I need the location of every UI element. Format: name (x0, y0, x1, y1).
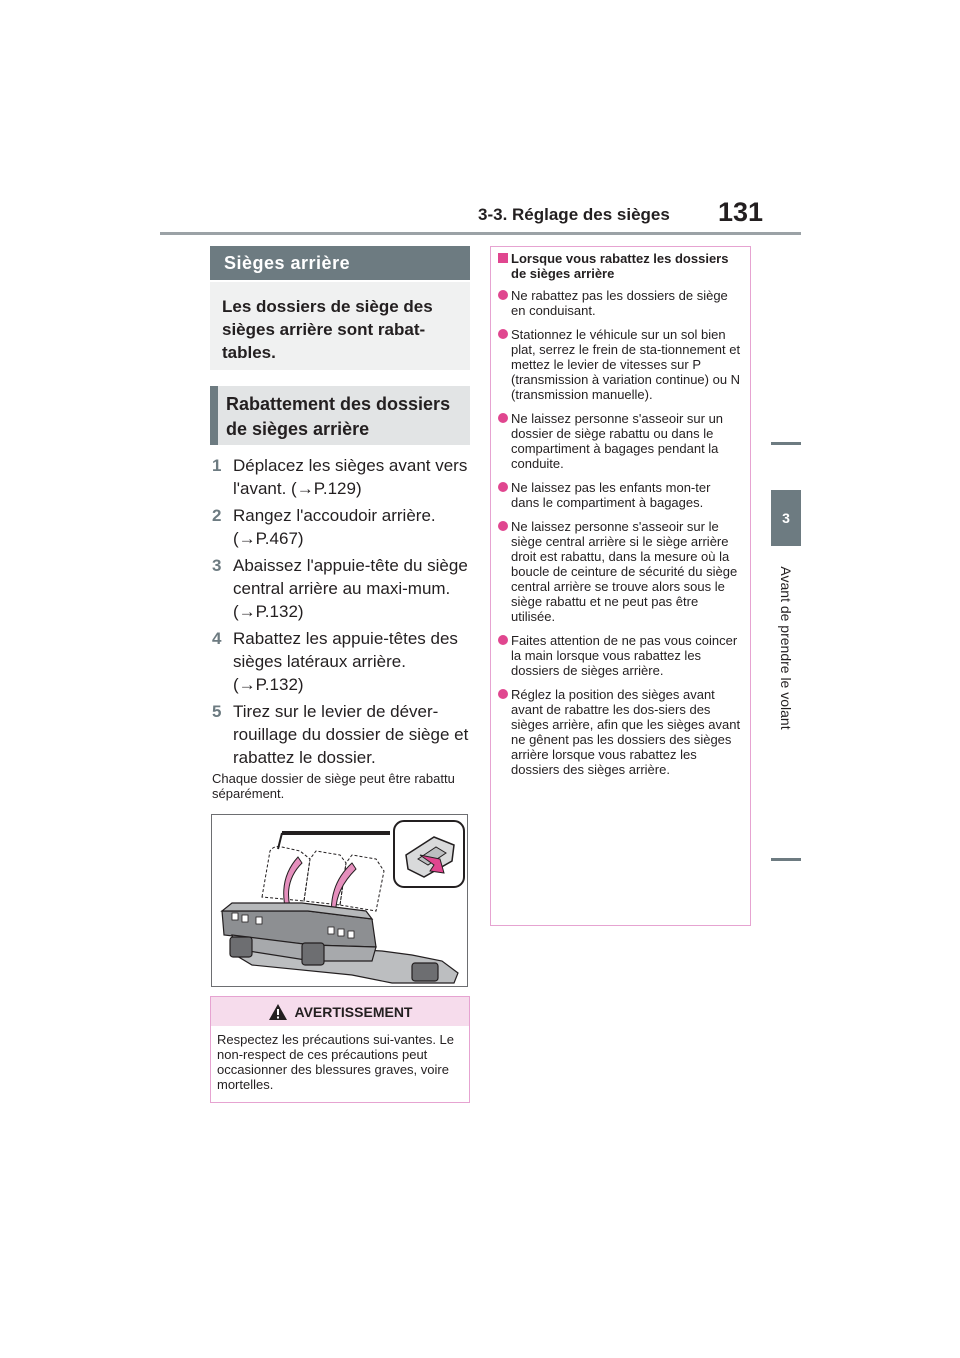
steps-list (212, 454, 474, 773)
bullet-icon (498, 329, 508, 339)
step-item (212, 554, 474, 623)
step-text: Abaissez l'appuie-tête du siège central arrière au maxi-mum. (→P.132) (233, 556, 468, 621)
caution-item (498, 480, 742, 510)
caution-item (498, 411, 742, 471)
bullet-icon (498, 413, 508, 423)
step-number: 3 (212, 556, 222, 575)
step-text: Rabattez les appuie-têtes des sièges latéraux arrière. (→P.132) (233, 629, 458, 694)
caution-title (498, 251, 742, 281)
square-bullet-icon (498, 253, 508, 263)
bullet-icon (498, 689, 508, 699)
header-section-title: 3-3. Réglage des sièges (478, 205, 670, 224)
caution-item-text: Ne laissez personne s'asseoir sur un dossier de siège rabattu ou dans le compartiment à bagages pendant la conduite. (511, 411, 724, 471)
warning-triangle-icon (268, 1003, 288, 1021)
bullet-icon (498, 521, 508, 531)
section-intro: Les dossiers de siège des sièges arrière sont rabat-tables. (210, 282, 470, 370)
caution-item-text: Réglez la position des sièges avant avant de rabattre les dos-siers des sièges arrière, afin que les sièges avant ne gênent pas les dossiers des sièges arrière lorsque vous rabattez les dossiers des sièges arrière. (511, 687, 741, 777)
step-text: Déplacez les sièges avant vers l'avant. (→P.129) (233, 456, 468, 498)
caution-item-text: Ne laissez personne s'asseoir sur le siège central arrière si le siège arrière droit est rabattu, dans la mesure où la boucle de ceinture de sécurité du siège central arrière se trouve alors sous le siège rabattu et ne peut pas être utilisée. (511, 519, 738, 624)
caution-item (498, 327, 742, 402)
bullet-icon (498, 635, 508, 645)
caution-item (498, 633, 742, 678)
caution-item-text: Ne laissez pas les enfants mon-ter dans le compartiment à bagages. (511, 480, 711, 510)
step-item (212, 627, 474, 696)
chapter-label: Avant de prendre le volant (778, 566, 794, 730)
chapter-tab: 3 (771, 490, 801, 546)
warning-box (210, 996, 470, 1103)
step-number: 1 (212, 456, 222, 475)
caution-item (498, 288, 742, 318)
seat-fold-illustration (211, 814, 468, 987)
step-note: Chaque dossier de siège peut être rabattu séparément. (212, 771, 455, 801)
caution-box (490, 246, 751, 926)
caution-item (498, 687, 742, 777)
warning-title: AVERTISSEMENT (294, 1003, 413, 1020)
bullet-icon (498, 482, 508, 492)
caution-item-text: Ne rabattez pas les dossiers de siège en conduisant. (511, 288, 728, 318)
step-number: 2 (212, 506, 222, 525)
sub-heading: Rabattement des dossiers de sièges arrière (210, 386, 470, 445)
caution-item (498, 519, 742, 624)
section-title: Sièges arrière (210, 246, 470, 280)
warning-header (211, 997, 469, 1026)
seat-fold-drawing (212, 815, 467, 986)
side-rule-bottom (771, 858, 801, 861)
page-number: 131 (718, 197, 764, 227)
step-item (212, 700, 474, 769)
header-rule (160, 232, 801, 235)
step-number: 4 (212, 629, 222, 648)
step-number: 5 (212, 702, 222, 721)
side-rule-top (771, 442, 801, 445)
warning-text: Respectez les précautions sui-vantes. Le non-respect de ces précautions peut occasionner des blessures graves, voire mortelles. (217, 1032, 455, 1092)
step-text: Tirez sur le levier de déver-rouillage du dossier de siège et rabattez le dossier. (233, 702, 469, 767)
bullet-icon (498, 290, 508, 300)
caution-title-text: Lorsque vous rabattez les dossiers de sièges arrière (511, 251, 729, 281)
step-item (212, 504, 474, 550)
step-text: Rangez l'accoudoir arrière. (→P.467) (233, 506, 436, 548)
step-item (212, 454, 474, 500)
caution-item-text: Faites attention de ne pas vous coincer la main lorsque vous rabattez les dossiers de sièges arrière. (511, 633, 738, 678)
upright-seatback-outline (262, 847, 384, 912)
folded-seat-body (222, 903, 458, 983)
caution-item-text: Stationnez le véhicule sur un sol bien plat, serrez le frein de sta-tionnement et mettez le levier de vitesses sur P (transmission à variation continue) ou N (transmission manuelle). (511, 327, 741, 402)
